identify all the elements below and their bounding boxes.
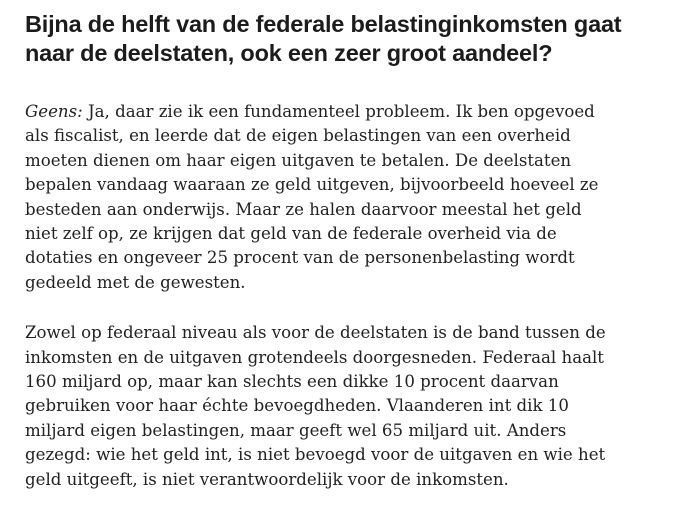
- answer-line: besteden aan onderwijs. Maar ze halen daarvoor meestal het geld: [25, 199, 582, 219]
- article-body: [25, 10, 655, 492]
- answer-line: Zowel op federaal niveau als voor de deelstaten is de band tussen de: [25, 323, 606, 343]
- answer-line: bepalen vandaag waaraan ze geld uitgeven, bijvoorbeeld hoeveel ze: [25, 175, 599, 195]
- interview-question: [25, 10, 655, 68]
- answer-line: gebruiken voor haar échte bevoegdheden. Vlaanderen int dik 10: [25, 396, 569, 416]
- answer-line: dotaties en ongeveer 25 procent van de personenbelasting wordt: [25, 248, 575, 268]
- question-line: naar de deelstaten, ook een zeer groot aandeel?: [25, 40, 553, 66]
- answer-line: geld uitgeeft, is niet verantwoordelijk voor de inkomsten.: [25, 469, 509, 489]
- question-line: Bijna de helft van de federale belastinginkomsten gaat: [25, 11, 622, 37]
- answer-line: als fiscalist, en leerde dat de eigen belastingen van een overheid: [25, 126, 571, 146]
- speaker-name: Geens:: [25, 102, 83, 121]
- answer-line: inkomsten en de uitgaven grotendeels doorgesneden. Federaal haalt: [25, 347, 604, 367]
- answer-line: gezegd: wie het geld int, is niet bevoegd voor de uitgaven en wie het: [25, 445, 606, 465]
- answer-line: niet zelf op, ze krijgen dat geld van de federale overheid via de: [25, 224, 557, 244]
- answer-line: miljard eigen belastingen, maar geeft wel 65 miljard uit. Anders: [25, 420, 567, 440]
- answer-line: gedeeld met de gewesten.: [25, 272, 246, 292]
- answer-paragraph-1: [25, 100, 655, 295]
- answer-text: Ja, daar zie ik een fundamenteel probleem. Ik ben opgevoed: [82, 102, 595, 121]
- answer-paragraph-2: [25, 321, 655, 492]
- answer-line: 160 miljard op, maar kan slechts een dikke 10 procent daarvan: [25, 372, 559, 392]
- answer-line: moeten dienen om haar eigen uitgaven te betalen. De deelstaten: [25, 150, 572, 170]
- answer-line: [25, 100, 655, 124]
